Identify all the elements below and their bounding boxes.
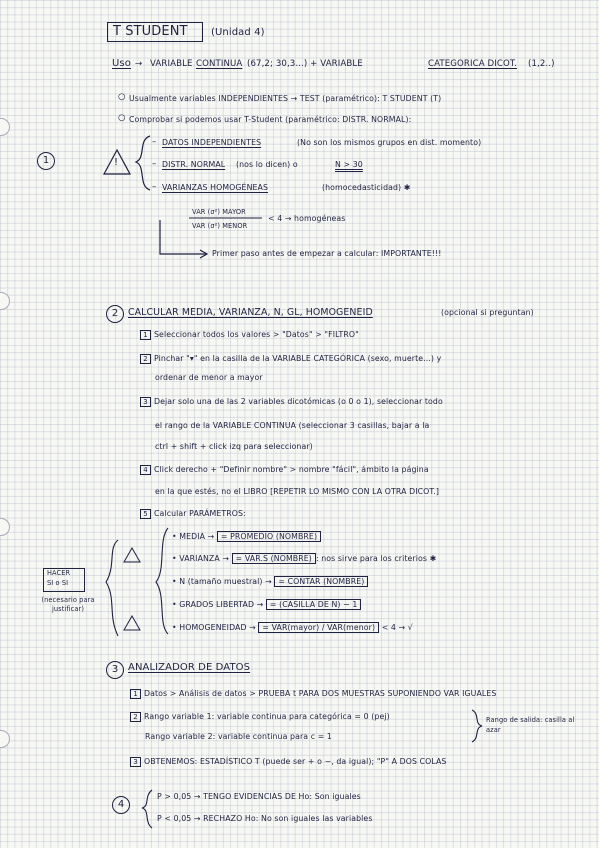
cond1-note: (No son los mismos grupos en dist. momento) <box>297 138 482 147</box>
step-item: 3 OBTENEMOS: ESTADÍSTICO T (puede ser + o −, da igual); "P" A DOS COLAS <box>130 756 446 767</box>
fraction-note: < 4 → homogéneas <box>268 214 346 223</box>
intro-bullet: ○ <box>118 113 126 123</box>
range-note: Rango de salida: casilla al azar <box>486 716 575 734</box>
result-line-2: P < 0,05 → RECHAZO Ho: No son iguales las variables <box>157 814 373 823</box>
param-row: • VARIANZA → = VAR.S (NOMBRE) : nos sirve para los criterios ✱ <box>172 554 437 563</box>
step-item-cont: ctrl + shift + click izq para seleccionar) <box>155 442 313 451</box>
step-number: 3 <box>130 757 141 767</box>
page-subtitle: (Unidad 4) <box>211 27 265 38</box>
step-item: 2 Rango variable 1: variable continua para categórica = 0 (pej) <box>130 711 390 722</box>
step-item-cont: el rango de la VARIABLE CONTINUA (seleccionar 3 casillas, bajar a la <box>155 421 430 430</box>
section3-title: ANALIZADOR DE DATOS <box>128 662 251 673</box>
section-number: 3 <box>106 661 124 679</box>
section-number: 2 <box>106 305 124 323</box>
step-item: 3 Dejar solo una de las 2 variables dicotómicas (o 0 o 1), seleccionar todo <box>140 396 443 407</box>
step-number: 1 <box>140 330 151 340</box>
notebook-page: T STUDENT (Unidad 4) Uso → VARIABLE CONTINUA (67,2; 30,3...) + VARIABLE CATEGORICA DICOT. (1,2..) ○ Usualmente variables INDEPENDIENTES → TEST (paramétrico): T STUDENT (T) ○ Comprobar si podemos usar T-Student (paramétrico: DISTR. NORMAL): 1 ! – DATOS INDEPENDIENTES (No son los mismos grupos en dist. momento) – DISTR. NORMAL (nos lo dicen) o N > 30 – VARIANZAS HOMOGÉNEAS (homocedasticidad) ✱ VAR (σ²) MAYOR VAR (σ²) MENOR < 4 → homogéneas Primer paso antes de empezar a calcular: IMPORTANTE!!! 2 CALCULAR MEDIA, VARIANZA, N, GL, HOMOGENEID (opcional si preguntan) 1 Seleccionar todos los valores > "Datos" > "FILTRO" 2 Pinchar "▾" en la casilla de la VARIABLE CATEGÓRICA (sexo, muerte...) y ordenar de menor a mayor 3 Dejar solo una de las 2 variables dicotómicas (o 0 o 1), seleccionar todo el rango de la VARIABLE CONTINUA (seleccionar 3 casillas, bajar a la ctrl + shift + click izq para seleccionar) 4 Click derecho + "Definir nombre" > nombre "fácil", ámbito la página en la que estés, no el LIBRO [REPETIR LO MISMO CON LA OTRA DICOT.] 5 Calcular PARÁMETROS: HACER SI o SI (necesario para justificar) • MEDIA → = PROMEDIO (NOMBRE) • VARIANZA → = VAR.S (NOMBRE) : nos sirve para los criterios ✱ • N (tamaño muestral) → = CONTAR (NOMBRE) • GRADOS LIBERTAD → = (CASILLA DE N) − 1 • HOMOGENEIDAD → = VAR(mayor) / VAR(menor) < 4 → √ 3 ANALIZADOR DE DATOS 1 Datos > Análisis de datos > PRUEBA t PARA DOS MUESTRAS SUPONIENDO VAR IGUALES 2 Rango variable 1: variable continua para categórica = 0 (pej) Rango variable 2: variable continua para c = 1 Rango de salida: casilla al azar 3 OBTENEMOS: ESTADÍSTICO T (puede ser + o −, da igual); "P" A DOS COLAS 4 P > 0,05 → TENGO EVIDENCIAS DE Ho: Son iguales P < 0,05 → RECHAZO Ho: No son iguales las variables <box>0 0 599 848</box>
cond2-sample-size: N > 30 <box>335 160 363 169</box>
intro-bullet: ○ <box>118 92 126 102</box>
step-number: 1 <box>130 689 141 699</box>
important-note: Primer paso antes de empezar a calcular: IMPORTANTE!!! <box>212 249 442 258</box>
param-row: • MEDIA → = PROMEDIO (NOMBRE) <box>172 531 321 542</box>
section2-title: CALCULAR MEDIA, VARIANZA, N, GL, HOMOGENEID <box>128 307 373 318</box>
warning-mark: ! <box>114 157 119 168</box>
step-number: 4 <box>140 465 151 475</box>
step-number: 5 <box>140 509 151 519</box>
step-item: 5 Calcular PARÁMETROS: <box>140 508 246 519</box>
param-row: • N (tamaño muestral) → = CONTAR (NOMBRE) <box>172 576 368 587</box>
fraction-bottom: VAR (σ²) MENOR <box>192 222 248 230</box>
step-number: 3 <box>140 397 151 407</box>
cond3-label: VARIANZAS HOMOGÉNEAS <box>162 183 269 192</box>
side-note: (necesario para justificar) <box>41 596 95 613</box>
fraction-top: VAR (σ²) MAYOR <box>192 208 246 216</box>
cond1-label: DATOS INDEPENDIENTES <box>162 138 262 147</box>
side-box-text: HACER SI o SI <box>47 569 71 587</box>
intro-line-1: Usualmente variables INDEPENDIENTES → TEST (paramétrico): T STUDENT (T) <box>129 94 442 103</box>
cond2-note: (nos lo dicen) o <box>236 160 298 169</box>
step-number: 2 <box>130 712 141 722</box>
uso-arrow: → <box>135 59 143 69</box>
uso-part1: VARIABLE <box>150 59 193 69</box>
result-line-1: P > 0,05 → TENGO EVIDENCIAS DE Ho: Son iguales <box>157 792 361 801</box>
uso-label: Uso <box>112 58 131 69</box>
step-item-cont: Rango variable 2: variable continua para c = 1 <box>145 732 332 741</box>
uso-part2: CONTINUA <box>196 59 243 69</box>
brace-icon <box>142 790 152 828</box>
section-number: 4 <box>112 796 130 814</box>
cond2-label: DISTR. NORMAL <box>162 160 226 169</box>
step-item: 1 Datos > Análisis de datos > PRUEBA t PARA DOS MUESTRAS SUPONIENDO VAR IGUALES <box>130 688 496 699</box>
intro-line-2: Comprobar si podemos usar T-Student (paramétrico: DISTR. NORMAL): <box>129 115 412 124</box>
uso-part4: CATEGORICA DICOT. <box>428 59 518 69</box>
step-item: 1 Seleccionar todos los valores > "Datos" > "FILTRO" <box>140 329 359 340</box>
param-row: • HOMOGENEIDAD → = VAR(mayor) / VAR(menor) < 4 → √ <box>172 623 413 632</box>
step-item: 4 Click derecho + "Definir nombre" > nombre "fácil", ámbito la página <box>140 464 429 475</box>
step-item-cont: en la que estés, no el LIBRO [REPETIR LO MISMO CON LA OTRA DICOT.] <box>155 487 440 496</box>
section-number: 1 <box>37 152 55 170</box>
uso-part3: (67,2; 30,3...) + VARIABLE <box>247 59 363 69</box>
section2-title-note: (opcional si preguntan) <box>441 308 534 317</box>
step-item: 2 Pinchar "▾" en la casilla de la VARIABLE CATEGÓRICA (sexo, muerte...) y <box>140 353 441 364</box>
uso-part5: (1,2..) <box>528 59 555 69</box>
param-row: • GRADOS LIBERTAD → = (CASILLA DE N) − 1 <box>172 599 361 610</box>
step-number: 2 <box>140 354 151 364</box>
cond3-note: (homocedasticidad) ✱ <box>322 183 411 192</box>
page-title: T STUDENT <box>113 24 188 39</box>
step-item-cont: ordenar de menor a mayor <box>155 373 263 382</box>
